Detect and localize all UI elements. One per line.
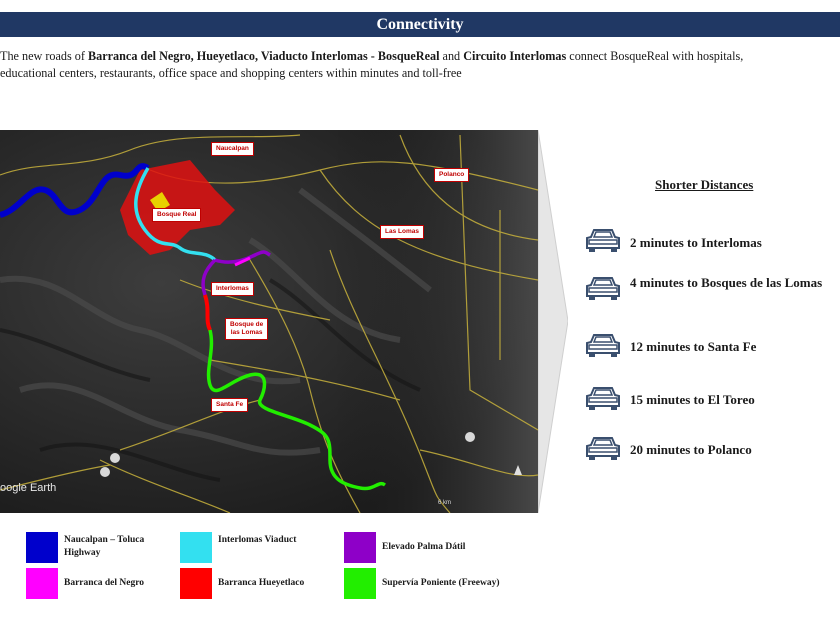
intro-text-1: The new roads of <box>0 49 88 63</box>
intro-text-3: connect BosqueReal with hospitals, <box>566 49 744 63</box>
legend-label: Interlomas Viaduct <box>218 535 297 545</box>
map-label-bosque-real: Bosque Real <box>152 208 201 222</box>
distance-text: 12 minutes to Santa Fe <box>630 339 757 354</box>
map-label-polanco: Polanco <box>434 168 469 182</box>
legend-label: Elevado Palma Dátil <box>382 542 466 552</box>
map-label-interlomas: Interlomas <box>211 282 254 296</box>
satellite-map[interactable] <box>0 130 538 513</box>
distance-item <box>584 384 826 412</box>
distance-item <box>584 274 826 302</box>
legend-label: Barranca Hueyetlaco <box>218 578 305 588</box>
map-label-naucalpan: Naucalpan <box>211 142 254 156</box>
legend-label: Naucalpan – Toluca Highway <box>64 535 145 558</box>
intro-circuit: Circuito Interlomas <box>463 49 567 63</box>
map-label-bosque-de-las-lomas: Bosque de las Lomas <box>225 318 268 340</box>
distance-text: 2 minutes to Interlomas <box>630 235 762 250</box>
intro-text-line2: educational centers, restaurants, office space and shopping centers within minutes and toll-free <box>0 66 462 80</box>
legend-swatch <box>26 532 58 563</box>
intro-paragraph <box>0 48 840 82</box>
distance-item <box>584 331 826 359</box>
legend-swatch <box>180 532 212 563</box>
section-title-bar <box>0 12 840 37</box>
distances-title: Shorter Distances <box>655 177 754 192</box>
car-icon <box>584 384 622 412</box>
map-scale: 6 km <box>438 500 452 506</box>
car-icon <box>584 331 622 359</box>
car-icon <box>584 226 622 254</box>
distance-item <box>584 434 826 462</box>
distance-text: 4 minutes to Bosques de las Lomas <box>630 275 823 290</box>
intro-roads: Barranca del Negro, Hueyetlaco, Viaducto Interlomas - BosqueReal <box>88 49 440 63</box>
distance-text: 15 minutes to El Toreo <box>630 392 755 407</box>
google-earth-watermark: oogle Earth <box>0 482 57 494</box>
map-arrow-shape <box>538 130 568 513</box>
legend-swatch <box>344 532 376 563</box>
map-graphic <box>0 130 538 513</box>
distance-item <box>584 226 826 254</box>
distance-text: 20 minutes to Polanco <box>630 442 752 457</box>
legend-label: Supervía Poniente (Freeway) <box>382 578 500 588</box>
legend-item <box>344 568 542 599</box>
intro-text-2: and <box>439 49 464 63</box>
legend-item <box>344 532 522 563</box>
map-label-santa-fe: Santa Fe <box>211 398 248 412</box>
legend-item <box>26 532 176 563</box>
legend-item <box>180 532 338 563</box>
legend-swatch <box>26 568 58 599</box>
car-icon <box>584 434 622 462</box>
legend-item <box>180 568 338 599</box>
legend-swatch <box>344 568 376 599</box>
legend-item <box>26 568 176 599</box>
legend-label: Barranca del Negro <box>64 578 145 588</box>
map-label-las-lomas: Las Lomas <box>380 225 424 239</box>
car-icon <box>584 274 622 302</box>
legend-swatch <box>180 568 212 599</box>
section-title: Connectivity <box>376 16 464 33</box>
